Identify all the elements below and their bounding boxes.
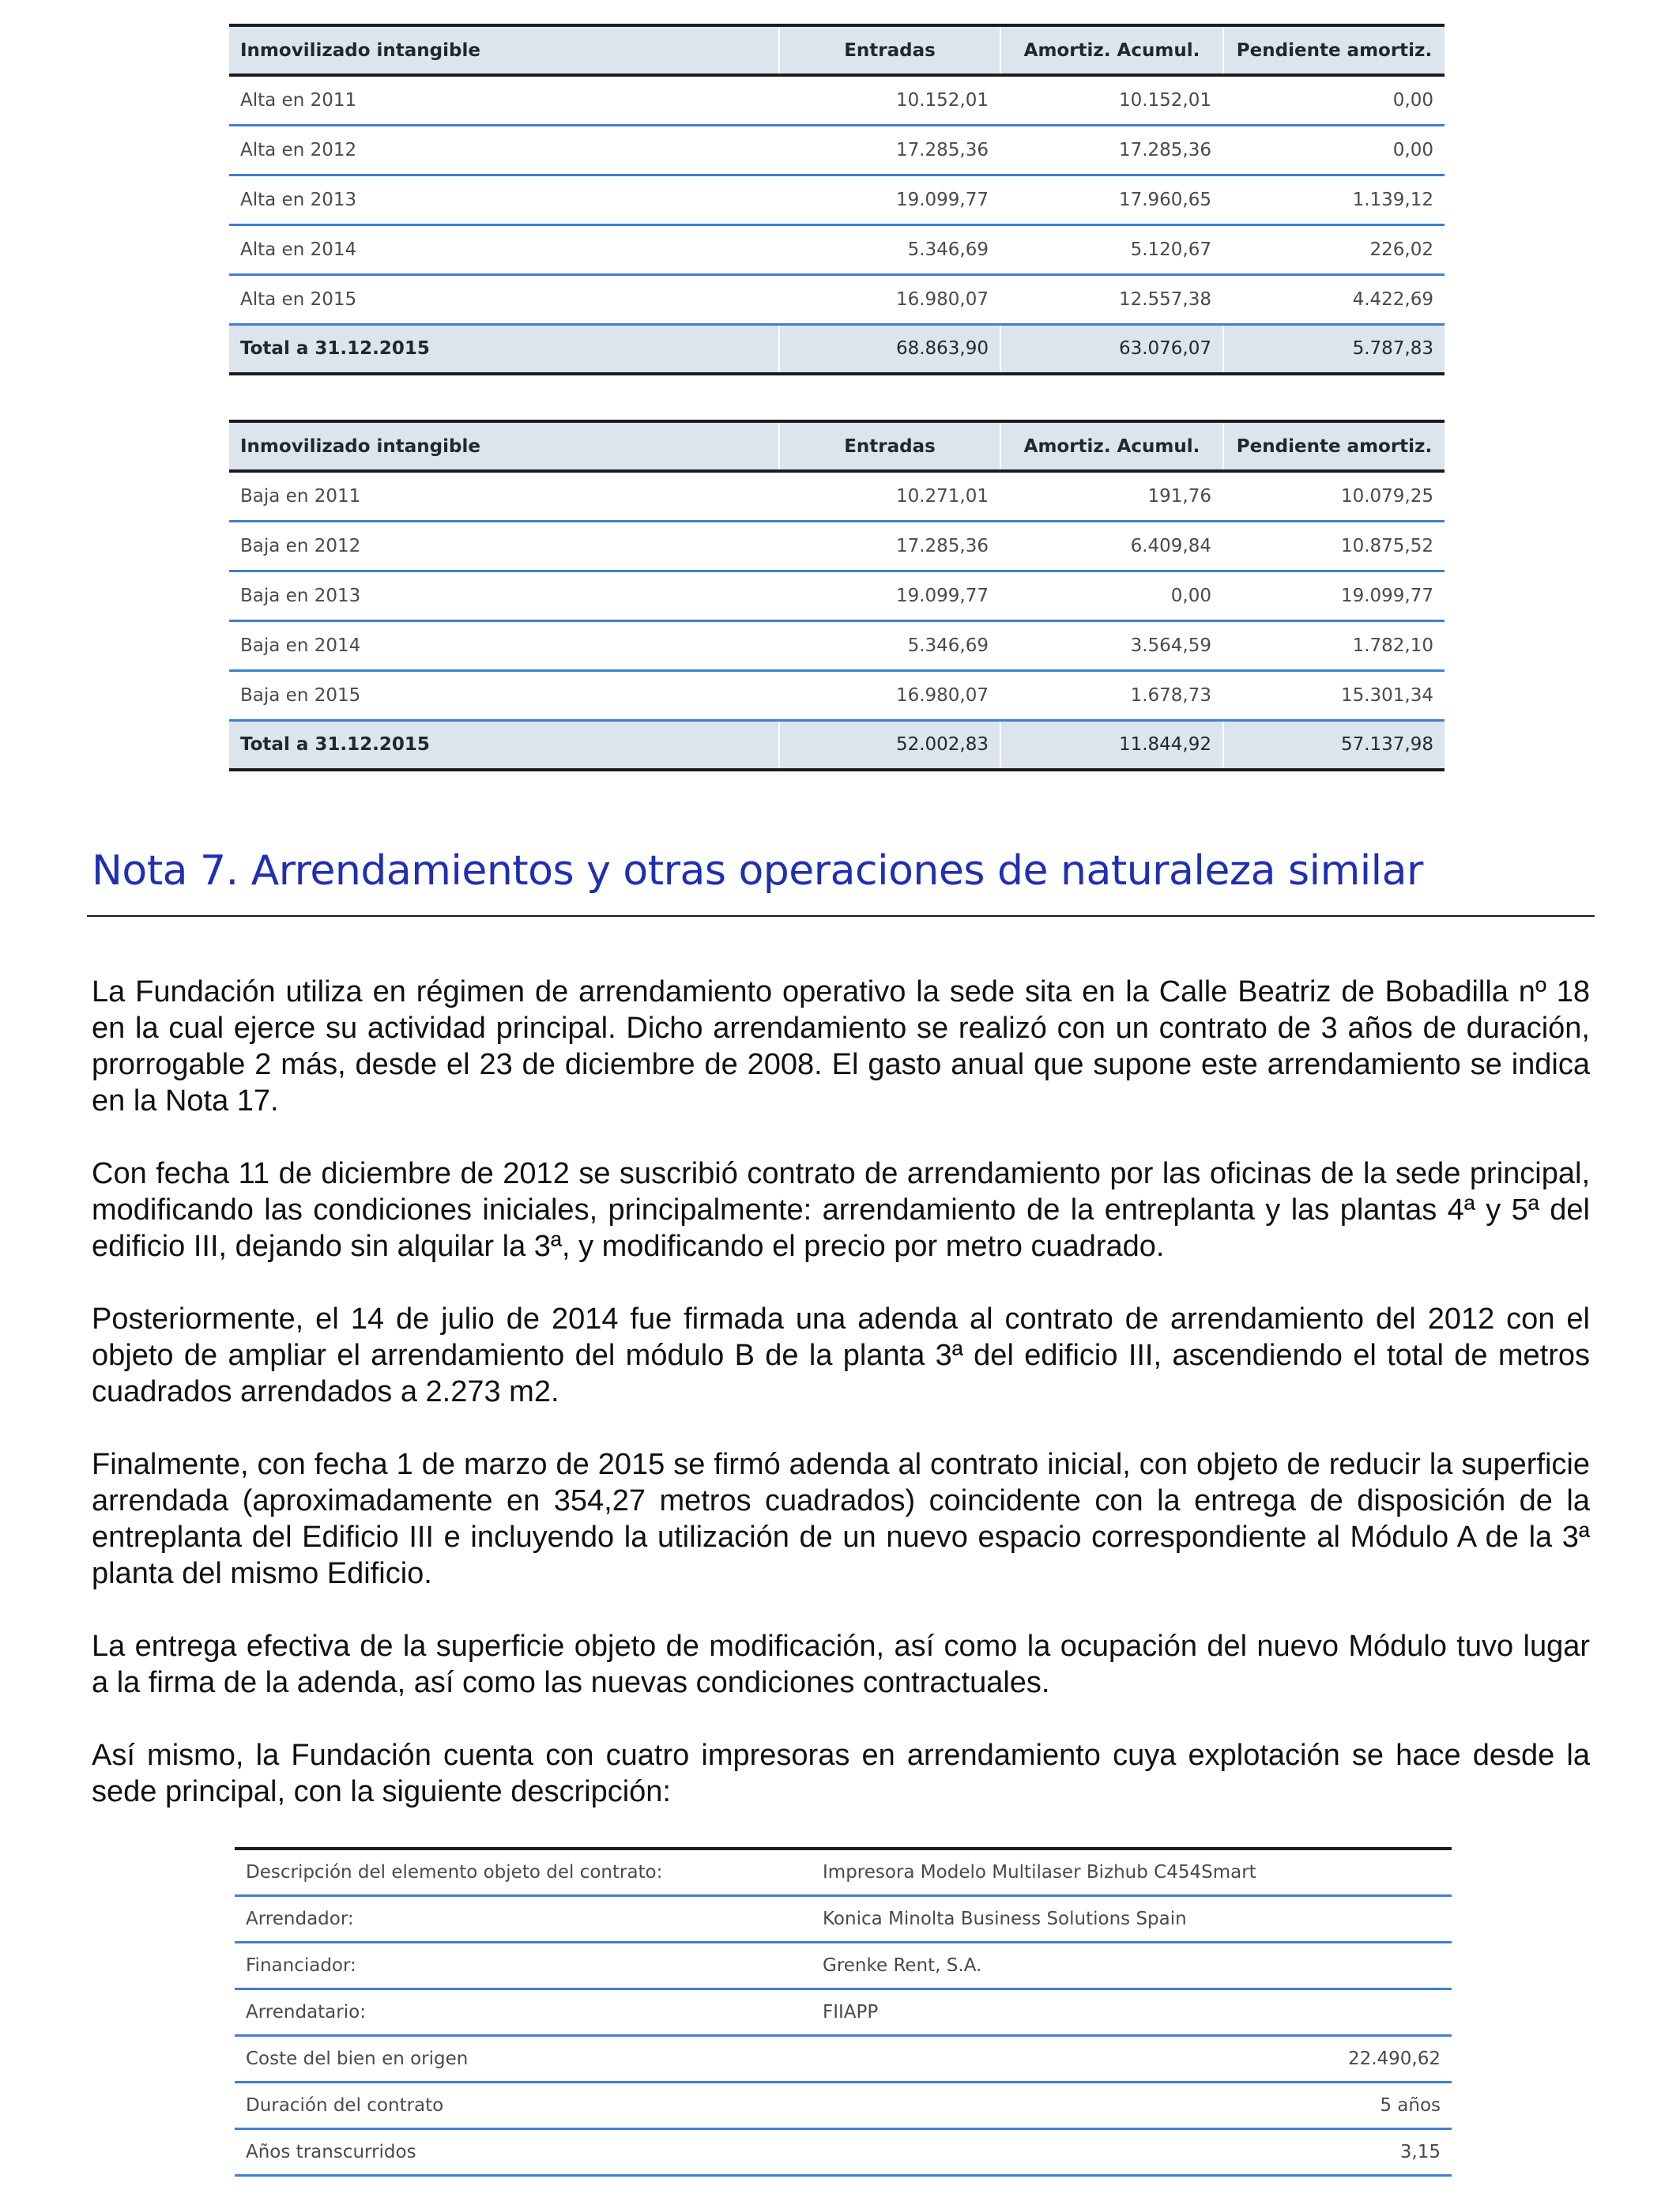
paragraph: La entrega efectiva de la superficie objeto de modificación, así como la ocupación del nuevo Módulo tuvo lugar a la firma de la adenda, así como las nuevas condiciones contractuales. [92,1630,1590,1699]
cell-entradas: 19.099,77 [779,175,1000,224]
table-row [229,670,1445,720]
paragraph: Con fecha 11 de diciembre de 2012 se suscribió contrato de arrendamiento por las oficinas de la sede principal, modificando las condiciones iniciales, principalmente: arrendamiento de la entreplanta y las plantas 4ª y 5ª del edificio III, dejando sin alquilar la 3ª, y modificando el precio por metro cuadrado. [92,1157,1590,1263]
cell-pendiente: 10.079,25 [1223,471,1445,521]
cell-entradas: 17.285,36 [779,521,1000,571]
total-row [229,324,1445,374]
cell-amortiz: 12.557,38 [1000,274,1223,324]
table-row [229,75,1445,125]
total-entradas: 52.002,83 [779,720,1000,770]
alta-table [229,24,1445,375]
table-row [229,125,1445,175]
table-row [235,1942,1452,1989]
header-pendiente-amortiz: Pendiente amortiz. [1223,421,1445,471]
total-pendiente: 57.137,98 [1223,720,1445,770]
row-label: Alta en 2011 [229,75,779,125]
lease-field-value: Impresora Modelo Multilaser Bizhub C454Smart [812,1849,1452,1895]
cell-amortiz: 1.678,73 [1000,670,1223,720]
table-row [235,1989,1452,2035]
total-row [229,720,1445,770]
row-label: Baja en 2014 [229,620,779,670]
row-label: Alta en 2013 [229,175,779,224]
paragraph: Finalmente, con fecha 1 de marzo de 2015 se firmó adenda al contrato inicial, con objeto de reducir la superficie arrendada (aproximadamente en 354,27 metros cuadrados) coincidente con la entrega de disposición de la entreplanta del Edificio III e incluyendo la utilización de un nuevo espacio correspondiente al Módulo A de la 3ª planta del mismo Edificio. [92,1448,1590,1590]
table-row [229,471,1445,521]
cell-amortiz: 191,76 [1000,471,1223,521]
table-row [235,1849,1452,1895]
cell-entradas: 5.346,69 [779,224,1000,274]
cell-pendiente: 1.139,12 [1223,175,1445,224]
header-entradas: Entradas [779,421,1000,471]
cell-entradas: 10.152,01 [779,75,1000,125]
total-pendiente: 5.787,83 [1223,324,1445,374]
total-amortiz: 11.844,92 [1000,720,1223,770]
cell-pendiente: 19.099,77 [1223,571,1445,620]
cell-amortiz: 17.285,36 [1000,125,1223,175]
header-pendiente-amortiz: Pendiente amortiz. [1223,25,1445,75]
cell-pendiente: 15.301,34 [1223,670,1445,720]
cell-entradas: 17.285,36 [779,125,1000,175]
cell-pendiente: 10.875,52 [1223,521,1445,571]
total-label: Total a 31.12.2015 [229,720,779,770]
paragraph: Posteriormente, el 14 de julio de 2014 fue firmada una adenda al contrato de arrendamiento del 2012 con el objeto de ampliar el arrendamiento del módulo B de la planta 3ª del edificio III, ascendiendo el total de metros cuadrados arrendados a 2.273 m2. [92,1302,1590,1408]
row-label: Alta en 2015 [229,274,779,324]
lease-field-label: Duración del contrato [235,2082,812,2128]
table-row [229,274,1445,324]
row-label: Baja en 2012 [229,521,779,571]
cell-amortiz: 17.960,65 [1000,175,1223,224]
table-row [229,175,1445,224]
row-label: Baja en 2015 [229,670,779,720]
lease-field-label: Descripción del elemento objeto del contrato: [235,1849,812,1895]
table-row [229,224,1445,274]
table-row [229,620,1445,670]
cell-amortiz: 5.120,67 [1000,224,1223,274]
paragraph: Así mismo, la Fundación cuenta con cuatro impresoras en arrendamiento cuya explotación se hace desde la sede principal, con la siguiente descripción: [92,1739,1590,1808]
table-row [235,2035,1452,2082]
lease-field-value: 5 años [812,2082,1452,2128]
table-row [229,571,1445,620]
row-label: Alta en 2012 [229,125,779,175]
cell-entradas: 10.271,01 [779,471,1000,521]
heading-divider [87,915,1595,917]
lease-table [235,1847,1452,2177]
lease-field-label: Financiador: [235,1942,812,1989]
lease-field-label: Arrendador: [235,1895,812,1942]
lease-field-value: Konica Minolta Business Solutions Spain [812,1895,1452,1942]
cell-amortiz: 6.409,84 [1000,521,1223,571]
header-concept: Inmovilizado intangible [229,25,779,75]
row-label: Alta en 2014 [229,224,779,274]
cell-amortiz: 3.564,59 [1000,620,1223,670]
header-entradas: Entradas [779,25,1000,75]
lease-field-value: Grenke Rent, S.A. [812,1942,1452,1989]
total-amortiz: 63.076,07 [1000,324,1223,374]
cell-entradas: 16.980,07 [779,274,1000,324]
section-heading: Nota 7. Arrendamientos y otras operaciones de naturaleza similar [92,847,1423,895]
header-concept: Inmovilizado intangible [229,421,779,471]
cell-pendiente: 1.782,10 [1223,620,1445,670]
lease-field-value: 3,15 [812,2128,1452,2175]
table-row [235,1895,1452,1942]
row-label: Baja en 2013 [229,571,779,620]
table-row [235,2128,1452,2175]
note-body [92,974,1590,1846]
cell-amortiz: 10.152,01 [1000,75,1223,125]
lease-field-value: 22.490,62 [812,2035,1452,2082]
paragraph: La Fundación utiliza en régimen de arrendamiento operativo la sede sita en la Calle Beatriz de Bobadilla nº 18 en la cual ejerce su actividad principal. Dicho arrendamiento se realizó con un contrato de 3 años de duración, prorrogable 2 más, desde el 23 de diciembre de 2008. El gasto anual que supone este arrendamiento se indica en la Nota 17. [92,975,1590,1118]
header-amortiz-acumul: Amortiz. Acumul. [1000,421,1223,471]
cell-entradas: 19.099,77 [779,571,1000,620]
cell-entradas: 16.980,07 [779,670,1000,720]
baja-table-header [229,421,1445,471]
lease-field-value: FIIAPP [812,1989,1452,2035]
row-label: Baja en 2011 [229,471,779,521]
cell-pendiente: 0,00 [1223,75,1445,125]
cell-entradas: 5.346,69 [779,620,1000,670]
total-label: Total a 31.12.2015 [229,324,779,374]
lease-field-label: Arrendatario: [235,1989,812,2035]
table-row [229,521,1445,571]
cell-pendiente: 226,02 [1223,224,1445,274]
lease-field-label: Coste del bien en origen [235,2035,812,2082]
total-entradas: 68.863,90 [779,324,1000,374]
cell-pendiente: 0,00 [1223,125,1445,175]
cell-amortiz: 0,00 [1000,571,1223,620]
lease-field-label: Años transcurridos [235,2128,812,2175]
header-amortiz-acumul: Amortiz. Acumul. [1000,25,1223,75]
baja-table [229,420,1445,771]
cell-pendiente: 4.422,69 [1223,274,1445,324]
table-row [235,2082,1452,2128]
alta-table-header [229,25,1445,75]
